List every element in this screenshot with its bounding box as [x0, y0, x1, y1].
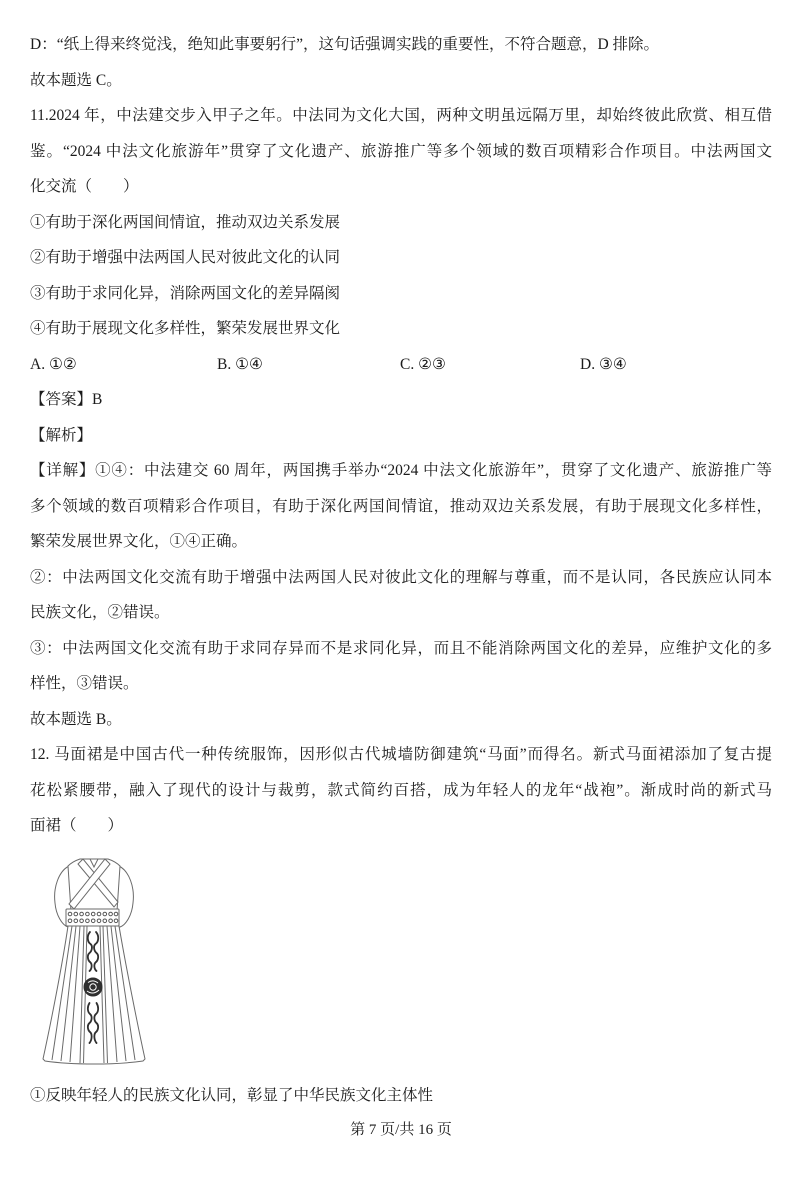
options-row [30, 347, 772, 383]
text-line: 化交流（ ） [30, 178, 139, 195]
footer-page-number: 第 7 页/共 16 页 [350, 1122, 452, 1138]
text-line: 12. 马面裙是中国古代一种传统服饰，因形似古代城墙防御建筑“马面”而得名。新式马面裙添加了复古提 [30, 746, 772, 763]
horse-face-skirt-illustration [38, 857, 150, 1065]
text-line: 繁荣发展世界文化，①④正确。 [30, 533, 248, 550]
text-line: 11.2024 年，中法建交步入甲子之年。中法同为文化大国，两种文明虽远隔万里，却始终彼此欣赏、相互借 [30, 107, 772, 124]
option-a: A. ①② [30, 355, 77, 373]
question-choice-line: ④有助于展现文化多样性，繁荣发展世界文化 [30, 320, 341, 337]
hanfu-dress-figure [38, 857, 150, 1065]
text-line: 鉴。“2024 中法文化旅游年”贯穿了文化遗产、旅游推广等多个领域的数百项精彩合作项目。中法两国文 [30, 142, 772, 160]
question-choice-line: ②有助于增强中法两国人民对彼此文化的认同 [30, 249, 341, 266]
text-line: 故本题选 B。 [30, 710, 122, 728]
option-c: C. ②③ [400, 355, 446, 373]
text-line: 样性，③错误。 [30, 675, 139, 692]
option-d: D. ③④ [580, 355, 627, 373]
text-line: 民族文化，②错误。 [30, 604, 170, 621]
question-choice-line: ③有助于求同化异，消除两国文化的差异隔阂 [30, 284, 341, 302]
text-line: 多个领域的数百项精彩合作项目，有助于深化两国间情谊，推动双边关系发展，有助于展现文化多样性， [30, 497, 772, 515]
analysis-label-line: 【解析】 [30, 426, 93, 444]
text-line: ②：中法两国文化交流有助于增强中法两国人民对彼此文化的理解与尊重，而不是认同，各民族应认同本 [30, 568, 772, 586]
question-choice-line: ①反映年轻人的民族文化认同，彰显了中华民族文化主体性 [30, 1086, 434, 1104]
text-line: D：“纸上得来终觉浅，绝知此事要躬行”，这句话强调实践的重要性，不符合题意，D 排除。 [30, 36, 660, 53]
text-line: ③：中法两国文化交流有助于求同存异而不是求同化异，而且不能消除两国文化的差异，应维护文化的多 [30, 639, 772, 657]
question-choice-line: ①有助于深化两国间情谊，推动双边关系发展 [30, 213, 341, 231]
option-b: B. ①④ [217, 355, 263, 373]
text-line: 花松紧腰带，融入了现代的设计与裁剪，款式简约百搭，成为年轻人的龙年“战袍”。渐成时尚的新式马 [30, 781, 772, 799]
text-line: 【详解】①④：中法建交 60 周年，两国携手举办“2024 中法文化旅游年”，贯穿了文化遗产、旅游推广等 [30, 462, 772, 479]
text-line: 面裙（ ） [30, 817, 124, 834]
text-line: 故本题选 C。 [30, 71, 122, 89]
answer-line: 【答案】B [30, 391, 103, 408]
